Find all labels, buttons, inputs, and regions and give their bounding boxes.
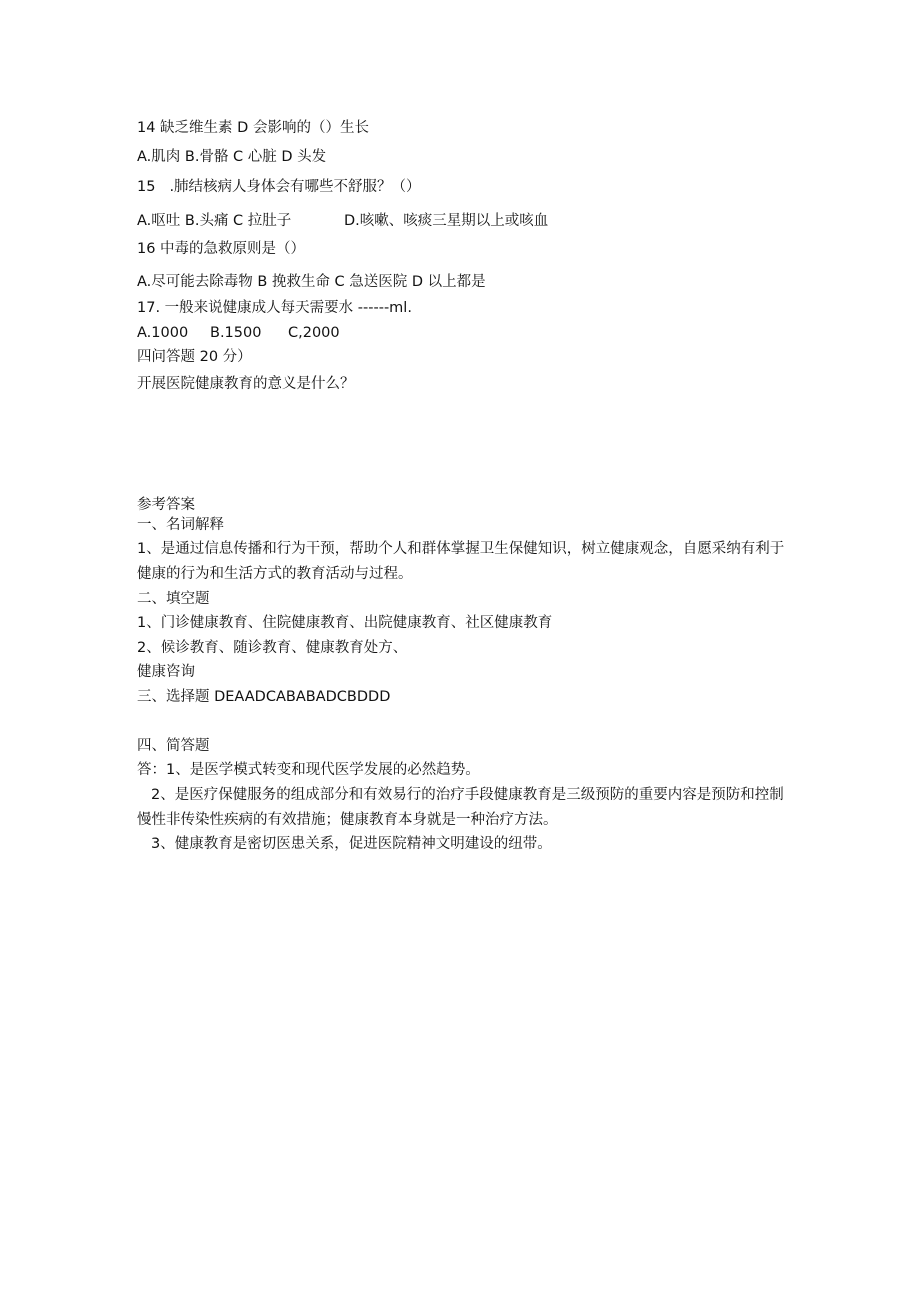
q15-options-abc: A.呕吐 B.头痛 C 拉肚子 [137,213,292,229]
answers-title: 参考答案 [137,497,195,513]
section4-question: 开展医院健康教育的意义是什么？ [137,376,355,392]
answers-s2-line1: 1、门诊健康教育、住院健康教育、出院健康教育、社区健康教育 [137,615,553,631]
q17-options [137,323,340,343]
answers-s1-content: 1、是通过信息传播和行为干预，帮助个人和群体掌握卫生保健知识，树立健康观念，自愿采纳有利于健康的行为和生活方式的教育活动与过程。 [137,541,785,582]
q16-text: 16 中毒的急救原则是（） [137,241,306,257]
answers-s4-p1: 答：1、是医学模式转变和现代医学发展的必然趋势。 [137,762,480,778]
q14-text: 14 缺乏维生素 D 会影响的（）生长 [137,120,369,136]
answers-s4-title: 四、简答题 [137,738,210,754]
q17-option-b: B.1500 [210,325,262,341]
q15-option-d: D.咳嗽、咳痰三星期以上或咳血 [344,213,549,229]
q15-options [137,211,549,231]
q17-option-a: A.1000 [137,325,189,341]
answers-s2-line3: 健康咨询 [137,664,195,680]
answers-s2-line2: 2、候诊教育、随诊教育、健康教育处方、 [137,640,408,656]
answers-s2-title: 二、填空题 [137,591,210,607]
q17-option-c: C,2000 [288,325,340,341]
answers-s3: 三、选择题 DEAADCABABADCBDDD [137,689,391,705]
q17-text: 17. 一般来说健康成人每天需要水 ------ml. [137,300,412,316]
answers-s1-title: 一、名词解释 [137,517,224,533]
answers-s4-p2: 2、是医疗保健服务的组成部分和有效易行的治疗手段健康教育是三级预防的重要内容是预防和控制慢性非传染性疾病的有效措施；健康教育本身就是一种治疗方法。 [137,787,784,828]
q15-number: 15 [137,179,156,195]
q16-options: A.尽可能去除毒物 B 挽救生命 C 急送医院 D 以上都是 [137,274,486,290]
q15-text [137,177,421,197]
q15-question: .肺结核病人身体会有哪些不舒服？（） [169,179,421,195]
answers-s4-p3: 3、健康教育是密切医患关系，促进医院精神文明建设的纽带。 [151,836,552,852]
section4-title: 四问答题 20 分） [137,349,252,365]
q14-options: A.肌肉 B.骨骼 C 心脏 D 头发 [137,149,327,165]
